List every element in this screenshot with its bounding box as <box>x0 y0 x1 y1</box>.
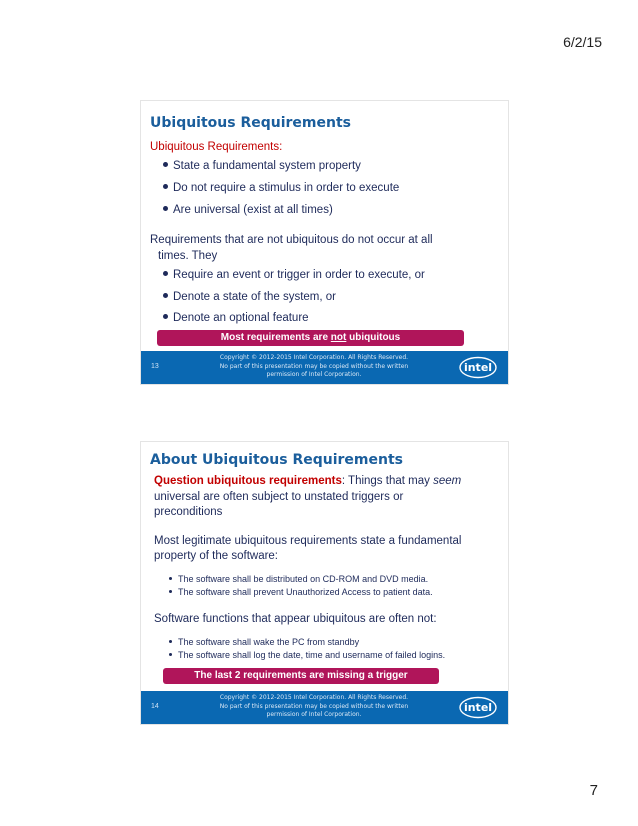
bullet-dot-icon <box>163 184 168 189</box>
svg-text:intel: intel <box>463 701 493 714</box>
paragraph-line: Question ubiquitous requirements: Things that may seem <box>154 475 462 487</box>
callout-banner: Most requirements are not ubiquitous <box>157 330 464 346</box>
slide-13 <box>141 101 508 384</box>
bullet-dot-icon <box>163 271 168 276</box>
paragraph-line: Most legitimate ubiquitous requirements state a fundamental <box>154 535 462 547</box>
bullet-item: State a fundamental system property <box>163 160 361 172</box>
bullet-dot-icon <box>169 590 172 593</box>
bullet-dot-icon <box>169 653 172 656</box>
example-item: The software shall log the date, time and username of failed logins. <box>169 650 445 660</box>
paragraph-line: preconditions <box>154 506 223 518</box>
paragraph-line: times. They <box>158 250 218 262</box>
bullet-item: Are universal (exist at all times) <box>163 204 333 216</box>
paragraph-line: Requirements that are not ubiquitous do not occur at all <box>150 234 433 246</box>
slide-14 <box>141 442 508 724</box>
example-item: The software shall prevent Unauthorized Access to patient data. <box>169 587 433 597</box>
slide-number: 13 <box>151 363 159 370</box>
intel-logo-icon <box>458 695 498 720</box>
bullet-dot-icon <box>169 577 172 580</box>
bullet-item: Do not require a stimulus in order to execute <box>163 182 399 194</box>
bullet-item: Require an event or trigger in order to execute, or <box>163 269 425 281</box>
intel-logo-icon <box>458 355 498 380</box>
example-item: The software shall wake the PC from standby <box>169 637 359 647</box>
slide-footer <box>141 351 508 384</box>
paragraph-line: universal are often subject to unstated triggers or <box>154 491 404 503</box>
bullet-dot-icon <box>163 314 168 319</box>
copyright-notice: Copyright © 2012-2015 Intel Corporation. All Rights Reserved. No part of this presentation may be copied without the written permission of Intel Corporation. <box>219 354 409 378</box>
bullet-item: Denote an optional feature <box>163 312 309 324</box>
bullet-item: Denote a state of the system, or <box>163 291 336 303</box>
svg-text:intel: intel <box>463 361 493 374</box>
example-item: The software shall be distributed on CD-ROM and DVD media. <box>169 574 428 584</box>
bullet-dot-icon <box>163 206 168 211</box>
slide-number: 14 <box>151 703 159 710</box>
page-number: 7 <box>589 782 598 799</box>
callout-banner: The last 2 requirements are missing a trigger <box>163 668 439 684</box>
slide-footer <box>141 691 508 724</box>
bullet-dot-icon <box>163 293 168 298</box>
slide-title: About Ubiquitous Requirements <box>150 452 404 468</box>
slide-subtitle: Ubiquitous Requirements: <box>150 141 283 153</box>
bullet-dot-icon <box>169 640 172 643</box>
paragraph-line: property of the software: <box>154 550 279 562</box>
paragraph-line: Software functions that appear ubiquitous are often not: <box>154 613 437 625</box>
copyright-notice: Copyright © 2012-2015 Intel Corporation. All Rights Reserved. No part of this presentation may be copied without the written permission of Intel Corporation. <box>219 694 409 718</box>
slide-title: Ubiquitous Requirements <box>150 115 351 131</box>
bullet-dot-icon <box>163 162 168 167</box>
page-date: 6/2/15 <box>563 34 602 50</box>
